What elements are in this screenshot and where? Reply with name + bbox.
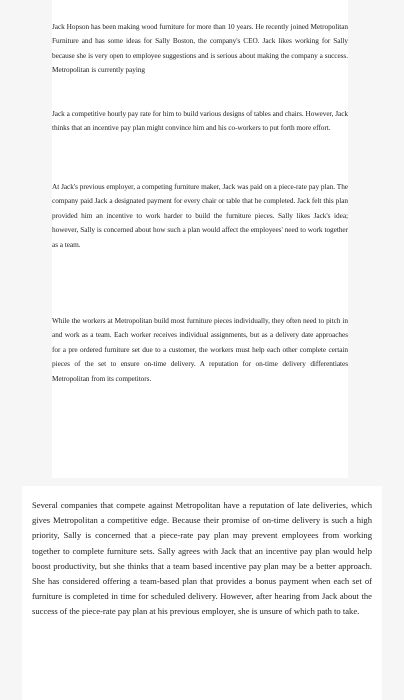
upper-text-column — [52, 0, 348, 478]
lower-text-column — [22, 486, 382, 700]
paragraph-3: At Jack's previous employer, a competing furniture maker, Jack was paid on a piece-rate pay plan. The company paid Jack a designated payment for every chair or table that he completed. Jack felt this plan provided him an incentive to work harder to build the furniture pieces. Sally likes Jack's idea; however, Sally is concerned about how such a plan would affect the employees' need to work together as a team. — [52, 182, 348, 249]
paragraph-2: Jack a competitive hourly pay rate for him to build various designs of tables and chairs. However, Jack thinks that an incentive pay plan might convince him and his co-workers to put forth more effort. — [52, 109, 348, 133]
paragraph-5: Several companies that compete against Metropolitan have a reputation of late deliveries, which gives Metropolitan a competitive edge. Because their promise of on-time delivery is such a high priority, Sally is concerned that a piece-rate pay plan may prevent employees from working together to complete furniture sets. Sally agrees with Jack that an incentive pay plan would help boost productivity, but she thinks that a team based incentive pay plan may be a better approach. She has considered offering a team-based plan that provides a bonus payment when each set of furniture is completed in time for scheduled delivery. However, after hearing from Jack about the success of the piece-rate pay plan at his previous employer, she is unsure of which path to take. — [32, 500, 372, 617]
paragraph-1: Jack Hopson has been making wood furniture for more than 10 years. He recently joined Metropolitan Furniture and has some ideas for Sally Boston, the company's CEO. Jack likes working for Sally because she is very open to employee suggestions and is serious about making the company a success. Metropolitan is currently paying — [52, 22, 348, 75]
paragraph-4: While the workers at Metropolitan build most furniture pieces individually, they often need to pitch in and work as a team. Each worker receives individual assignments, but as a delivery date approaches for a pre ordered furniture set due to a customer, the workers must help each other complete certain pieces of the set to ensure on-time delivery. A reputation for on-time delivery differentiates Metropolitan from its competitors. — [52, 316, 348, 383]
